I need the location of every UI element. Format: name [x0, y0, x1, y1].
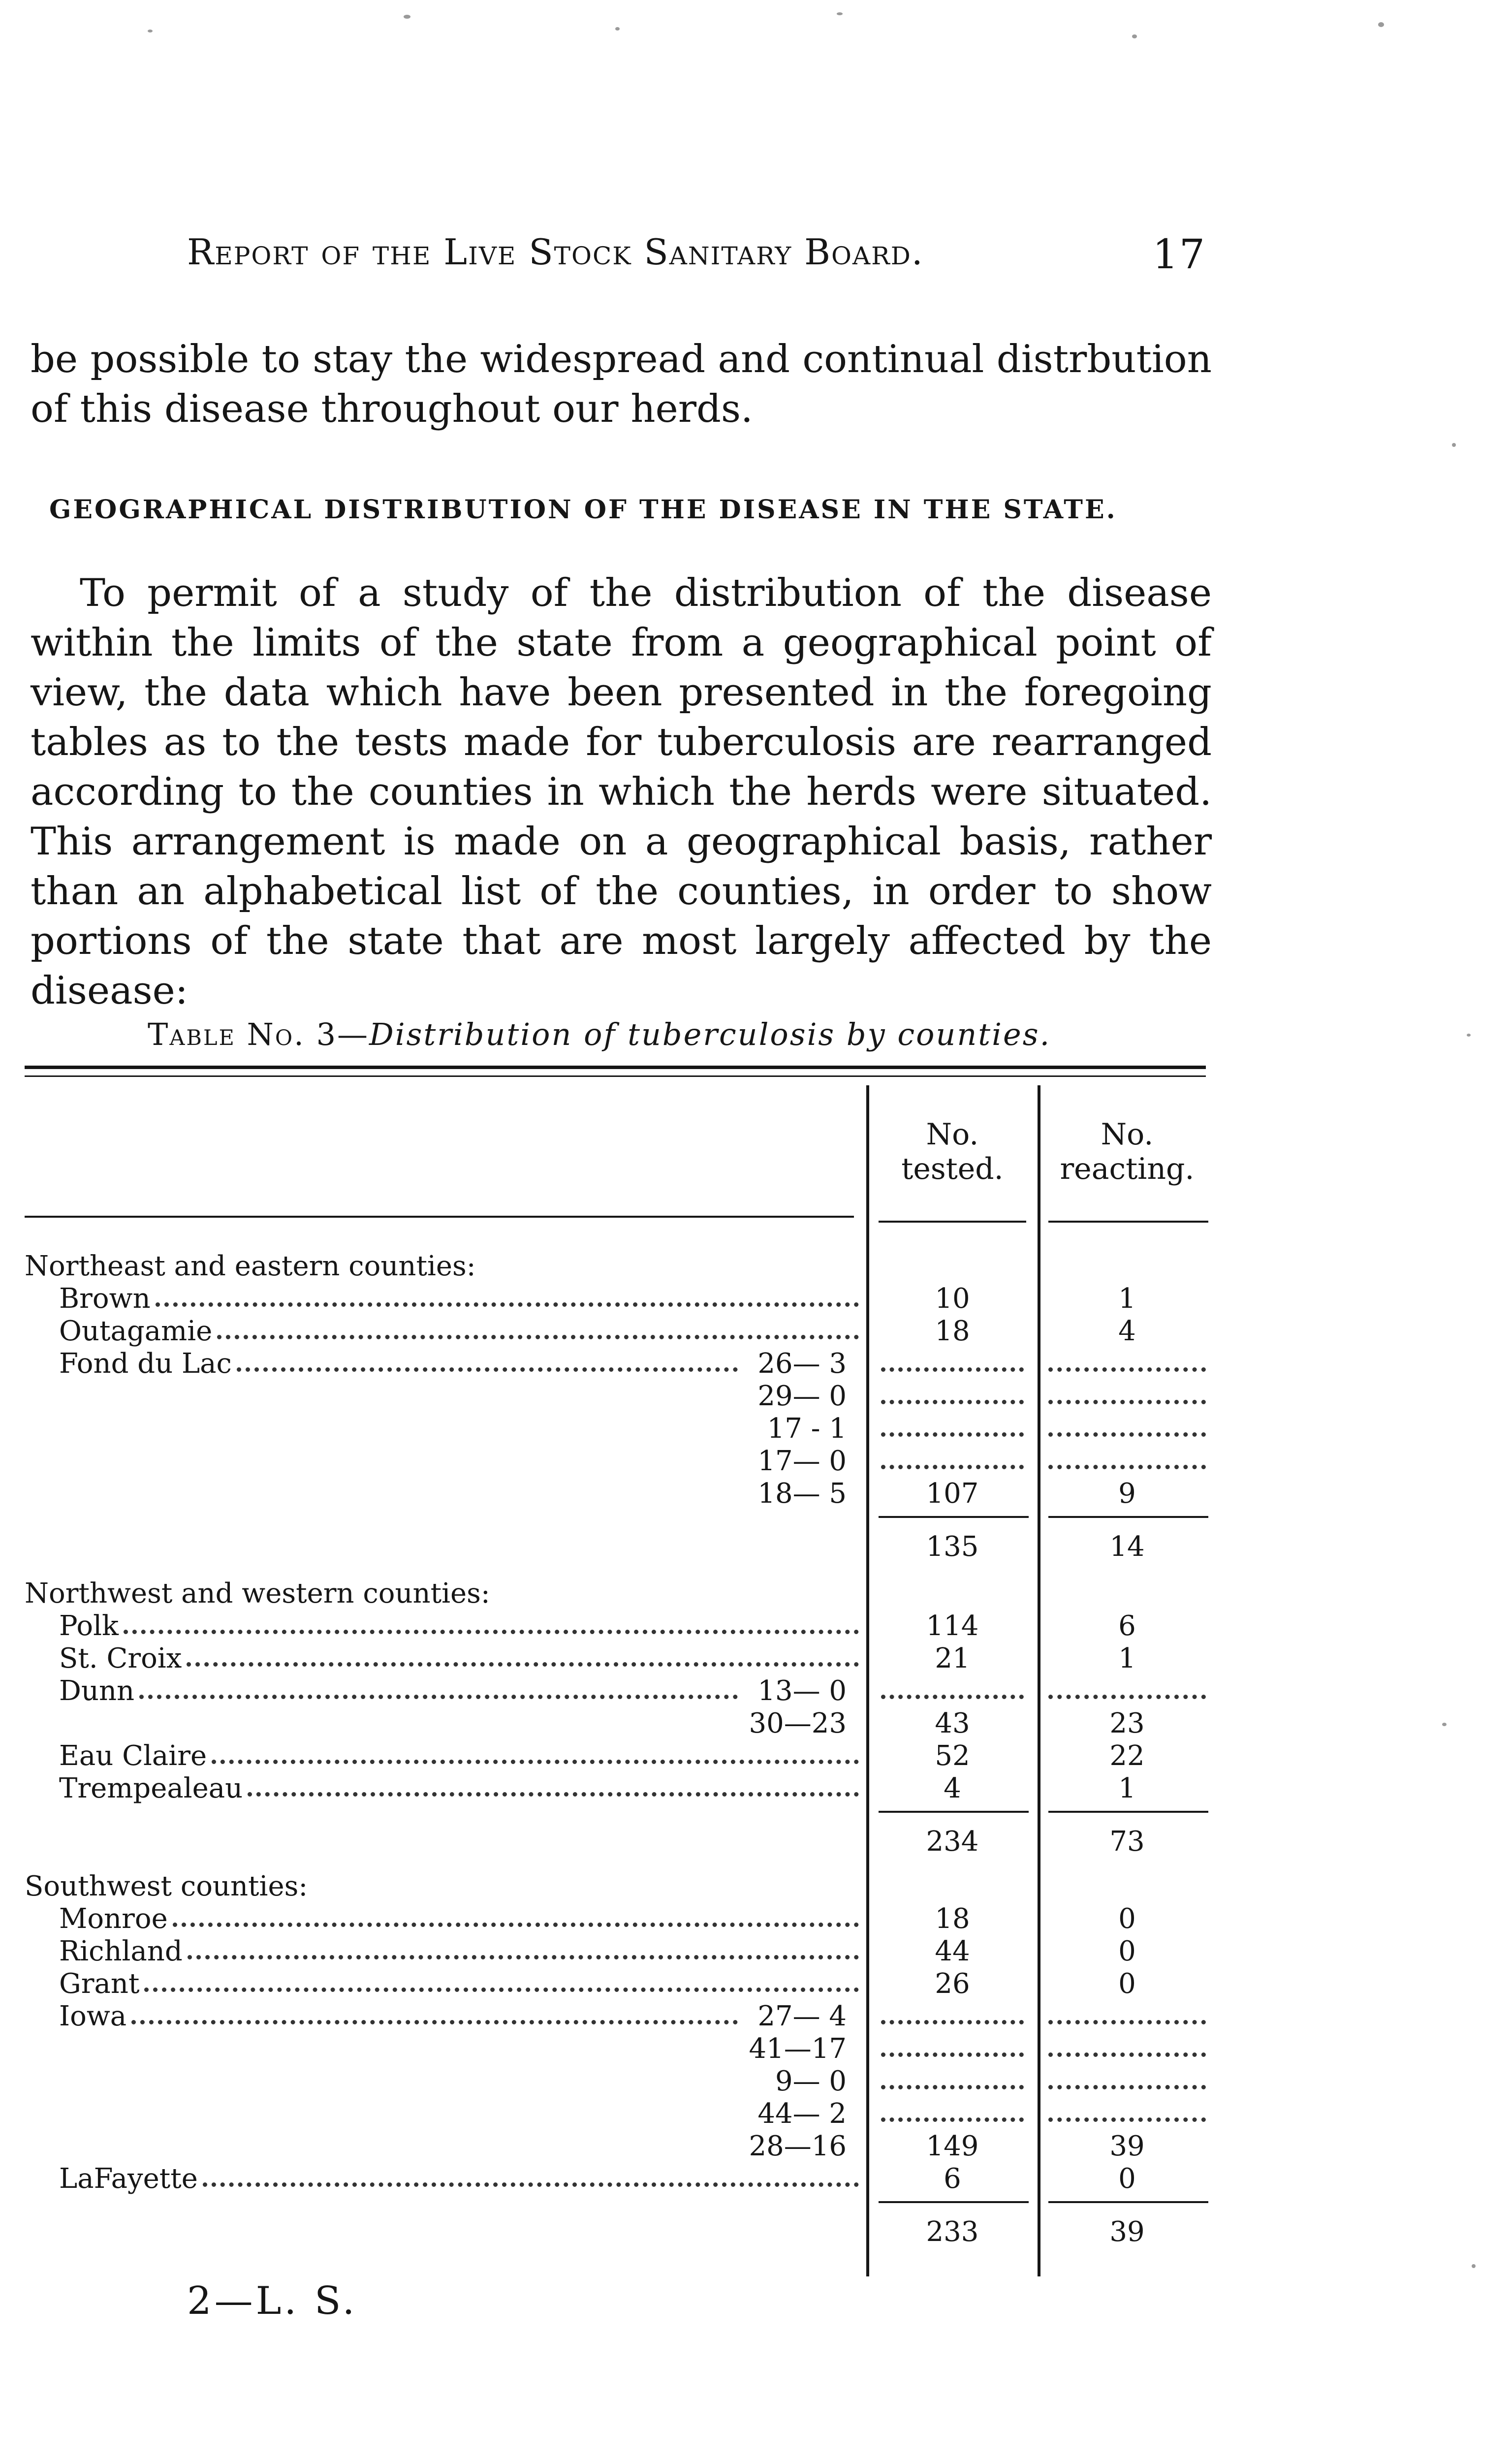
group-total-reacting: 39: [1109, 2216, 1145, 2248]
group-total-reacting: 14: [1109, 1531, 1145, 1563]
cell-reacting: 22: [1109, 1740, 1145, 1772]
cell-tested-leader: [881, 2117, 1024, 2122]
signature-mark: 2—L. S.: [187, 2279, 358, 2323]
row-label: St. Croix: [59, 1642, 182, 1674]
group-heading: Northeast and eastern counties:: [25, 1250, 476, 1282]
cell-tested: 26: [935, 1968, 970, 2000]
cell-reacting: 0: [1118, 1903, 1136, 1935]
header-title: Report of the Live Stock Sanitary Board.: [187, 231, 924, 273]
cell-tested: 4: [944, 1772, 961, 1804]
cell-tested: 43: [935, 1707, 970, 1739]
subtotal-rule-tested: [879, 2201, 1029, 2203]
cell-tested-leader: [881, 1367, 1024, 1372]
row-label: Brown: [59, 1283, 151, 1315]
row-subtotal: 28—16: [749, 2130, 847, 2162]
row-leader: [124, 1630, 859, 1634]
row-subtotal: 17— 0: [757, 1445, 847, 1477]
cell-reacting: 6: [1118, 1610, 1136, 1642]
row-subtotal: 17 - 1: [767, 1413, 847, 1445]
group-total-reacting: 73: [1109, 1826, 1145, 1858]
paragraph-continued: be possible to stay the widespread and continual distrbution of this disease throughout our herds.: [31, 337, 1212, 431]
cell-tested: 6: [944, 2163, 961, 2195]
row-subtotal: 44— 2: [757, 2098, 847, 2130]
row-leader: [144, 1988, 859, 1992]
column-header-tested: No. tested.: [901, 1117, 1004, 1186]
cell-reacting-leader: [1048, 1367, 1206, 1372]
group-total-tested: 233: [926, 2216, 979, 2248]
cell-reacting: 1: [1118, 1642, 1136, 1674]
row-label: Monroe: [59, 1903, 168, 1935]
cell-tested: 44: [935, 1935, 970, 1967]
cell-tested: 149: [926, 2130, 979, 2162]
cell-tested: 18: [935, 1903, 970, 1935]
row-subtotal: 30—23: [749, 1707, 847, 1739]
row-leader: [131, 2020, 738, 2024]
cell-reacting: 0: [1118, 2163, 1136, 2195]
row-subtotal: 29— 0: [757, 1380, 847, 1412]
table-caption-separator: —: [337, 1016, 370, 1052]
row-label: Eau Claire: [59, 1740, 207, 1772]
subtotal-rule-tested: [879, 1811, 1029, 1813]
row-leader: [173, 1923, 859, 1927]
cell-reacting: 1: [1118, 1772, 1136, 1804]
cell-reacting: 4: [1118, 1315, 1136, 1347]
column-header-reacting: No. reacting.: [1060, 1117, 1195, 1186]
cell-reacting-leader: [1048, 1695, 1206, 1699]
row-label: Trempealeau: [59, 1772, 243, 1804]
cell-reacting-leader: [1048, 2085, 1206, 2089]
table-caption-text: Distribution of tuberculosis by counties.: [369, 1016, 1051, 1052]
row-subtotal: 26— 3: [757, 1348, 847, 1380]
group-heading: Northwest and western counties:: [25, 1578, 490, 1609]
section-heading: GEOGRAPHICAL DISTRIBUTION OF THE DISEASE IN THE STATE.: [49, 495, 1117, 525]
cell-tested: 114: [926, 1610, 979, 1642]
row-label: Dunn: [59, 1675, 135, 1707]
row-label: Richland: [59, 1935, 183, 1967]
cell-tested: 21: [935, 1642, 970, 1674]
cell-reacting-leader: [1048, 1465, 1206, 1469]
cell-tested-leader: [881, 1400, 1024, 1404]
row-label: Iowa: [59, 2000, 127, 2032]
row-leader: [139, 1695, 738, 1699]
cell-reacting: 39: [1109, 2130, 1145, 2162]
row-subtotal: 27— 4: [757, 2000, 847, 2032]
row-subtotal: 41—17: [749, 2033, 847, 2065]
cell-reacting-leader: [1048, 2117, 1206, 2122]
group-total-tested: 135: [926, 1531, 979, 1563]
row-label: Polk: [59, 1610, 119, 1642]
row-subtotal: 18— 5: [757, 1478, 847, 1510]
subtotal-rule-tested: [879, 1516, 1029, 1518]
cell-tested-leader: [881, 2020, 1024, 2024]
cell-reacting-leader: [1048, 2052, 1206, 2057]
cell-reacting: 0: [1118, 1968, 1136, 2000]
row-leader: [203, 2182, 859, 2187]
table-caption-label: Table No. 3: [148, 1016, 338, 1052]
cell-reacting: 0: [1118, 1935, 1136, 1967]
cell-reacting-leader: [1048, 1432, 1206, 1437]
cell-tested: 18: [935, 1315, 970, 1347]
row-subtotal: 9— 0: [775, 2065, 847, 2097]
cell-tested-leader: [881, 1432, 1024, 1437]
cell-tested-leader: [881, 2085, 1024, 2089]
row-subtotal: 13— 0: [757, 1675, 847, 1707]
row-leader: [248, 1792, 859, 1797]
row-leader: [212, 1760, 859, 1764]
cell-tested: 10: [935, 1283, 970, 1315]
cell-tested-leader: [881, 1465, 1024, 1469]
row-leader: [217, 1335, 859, 1339]
cell-reacting-leader: [1048, 2020, 1206, 2024]
cell-tested: 52: [935, 1740, 970, 1772]
row-leader: [188, 1955, 859, 1959]
subtotal-rule-reacting: [1048, 1516, 1208, 1518]
row-leader: [237, 1367, 738, 1372]
cell-reacting: 23: [1109, 1707, 1145, 1739]
cell-reacting-leader: [1048, 1400, 1206, 1404]
row-leader: [156, 1302, 859, 1307]
paragraph-intro: To permit of a study of the distribution of the disease within the limits of the state from a geographical point of view, the data which have been presented in the foregoing tables as to the tests made for tuberculosis are rearranged according to the counties in which the herds were situated. This arrangement is made on a geographical basis, rather than an alphabetical list of the counties, in order to show portions of the state that are most largely affected by the disease:: [31, 571, 1212, 1013]
subtotal-rule-reacting: [1048, 1811, 1208, 1813]
group-total-tested: 234: [926, 1826, 979, 1858]
page-number: 17: [1152, 231, 1206, 278]
row-label: Grant: [59, 1968, 140, 2000]
cell-tested: 107: [926, 1478, 979, 1510]
cell-reacting: 9: [1118, 1478, 1136, 1510]
row-label: LaFayette: [59, 2163, 198, 2195]
cell-tested-leader: [881, 2052, 1024, 2057]
cell-tested-leader: [881, 1695, 1024, 1699]
row-leader: [187, 1662, 859, 1667]
group-heading: Southwest counties:: [25, 1870, 308, 1902]
row-label: Outagamie: [59, 1315, 213, 1347]
row-label: Fond du Lac: [59, 1348, 232, 1380]
cell-reacting: 1: [1118, 1283, 1136, 1315]
subtotal-rule-reacting: [1048, 2201, 1208, 2203]
